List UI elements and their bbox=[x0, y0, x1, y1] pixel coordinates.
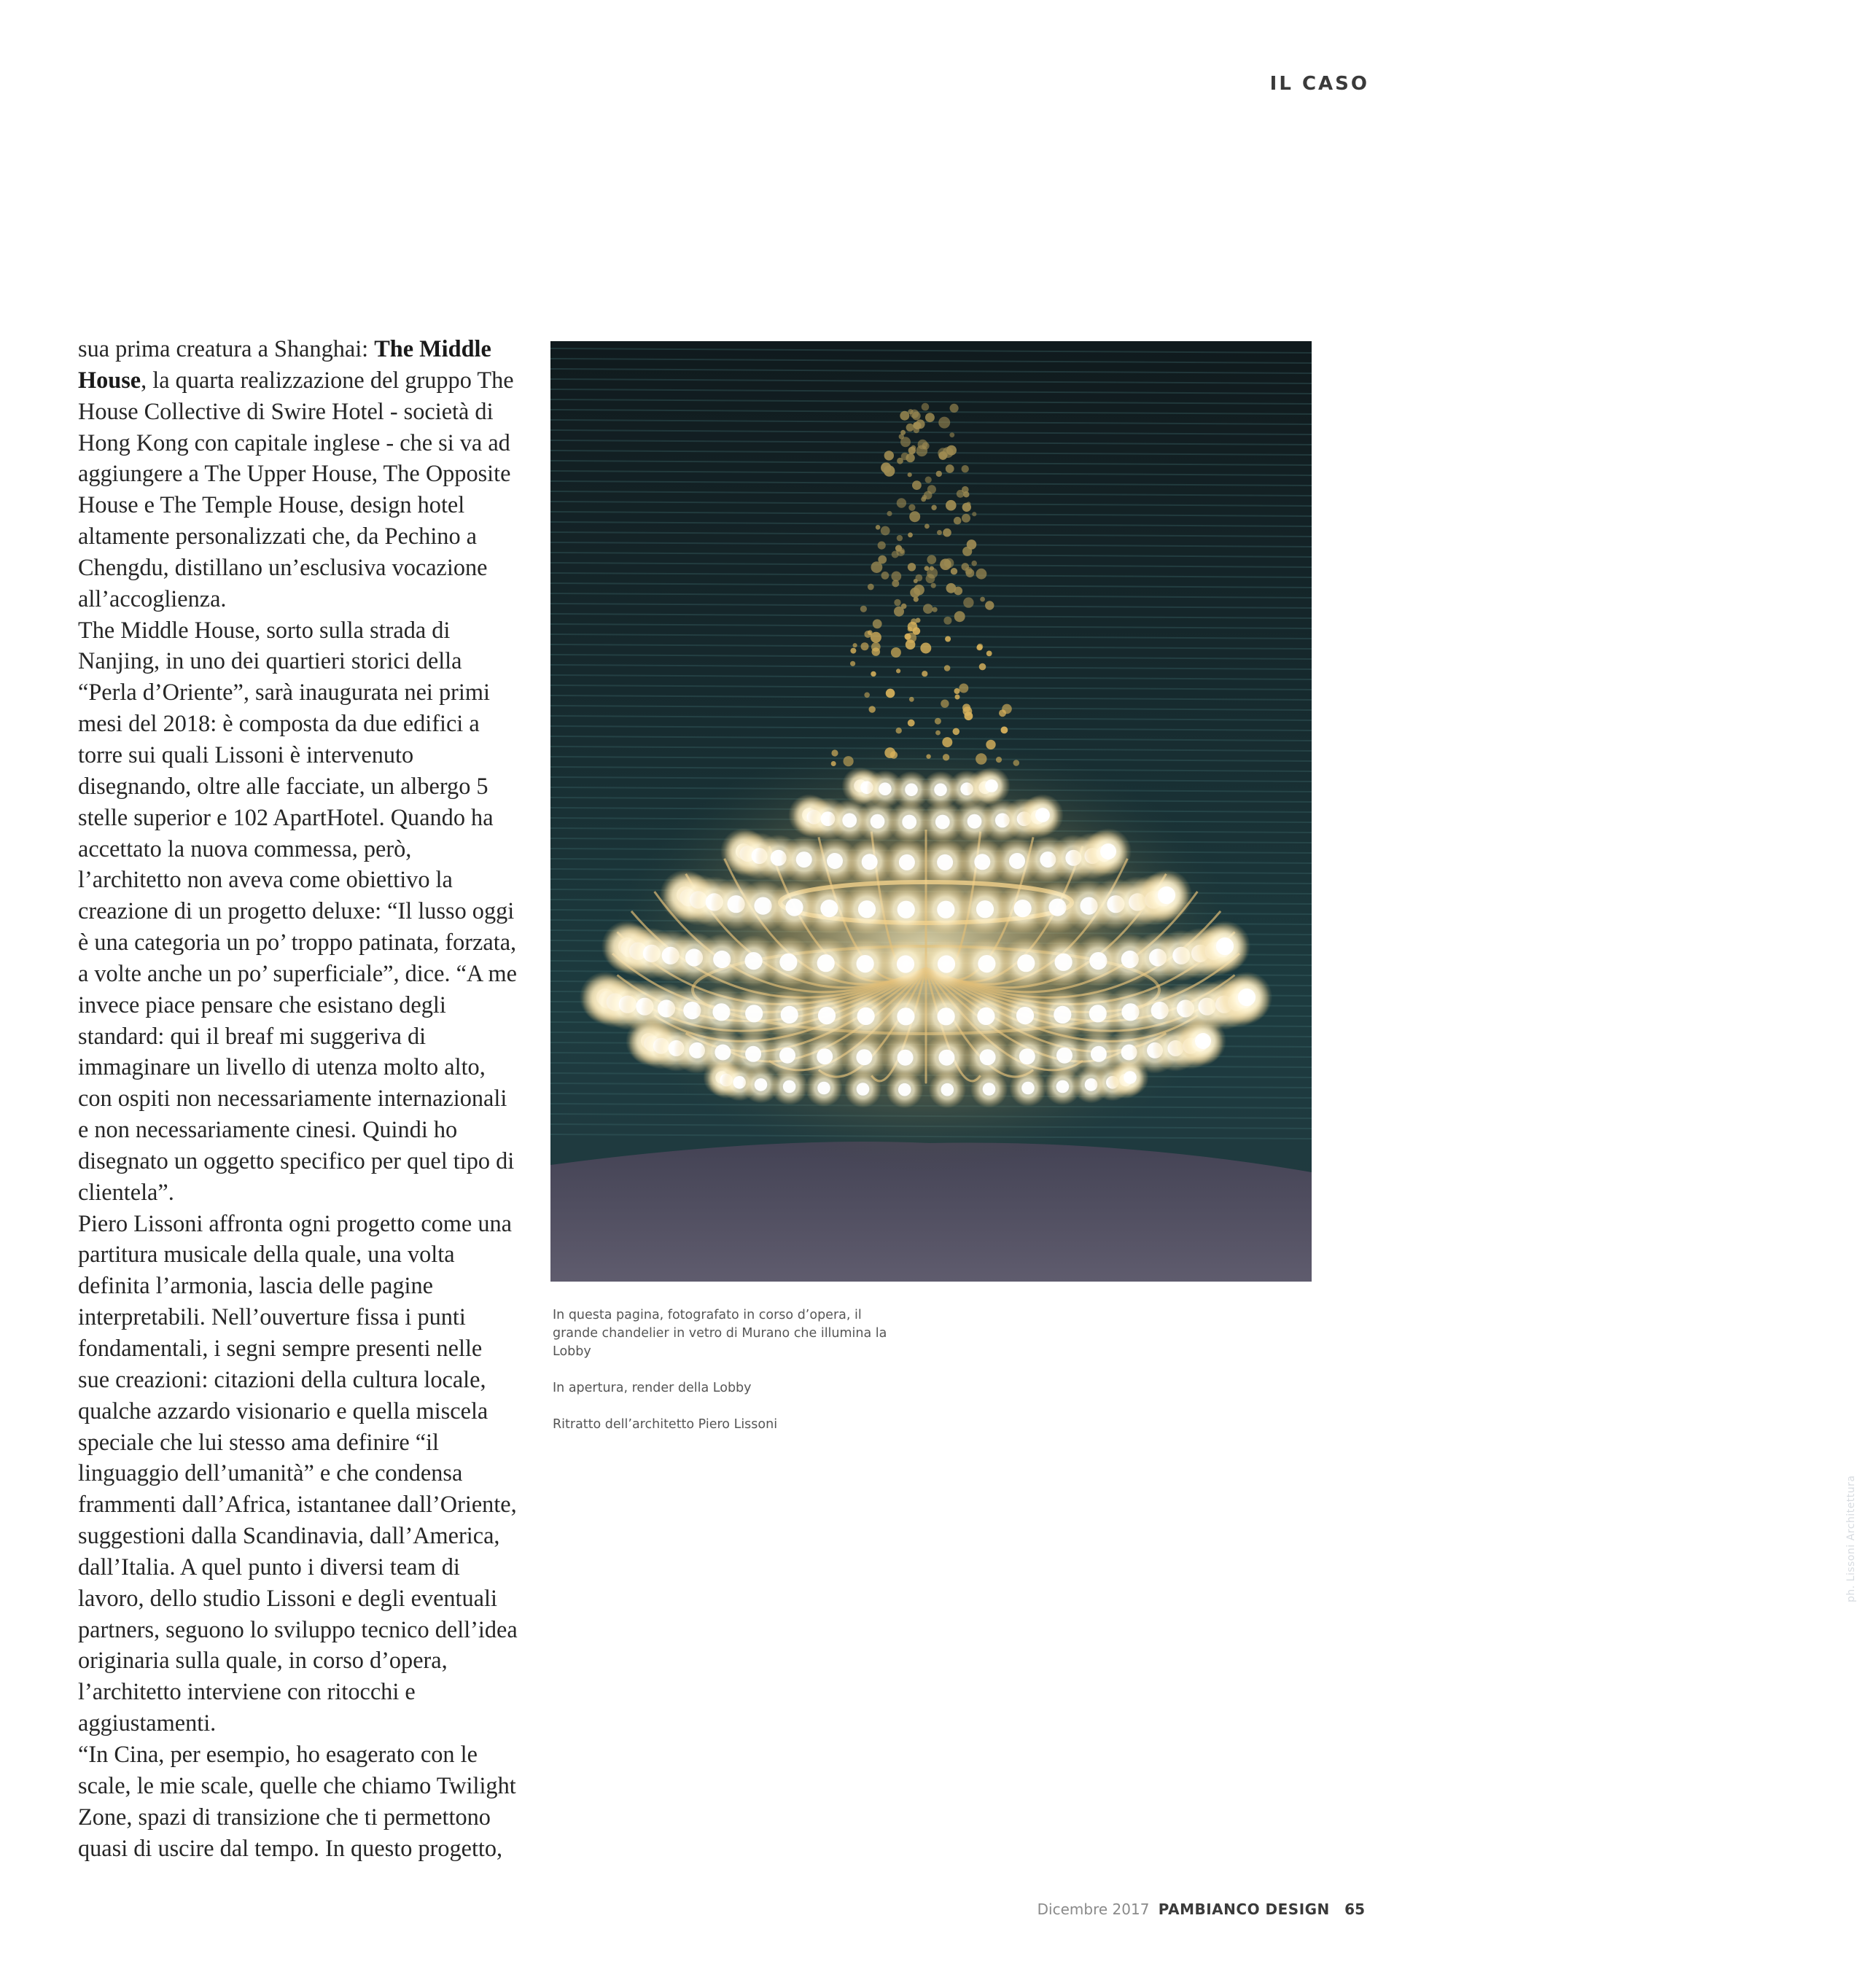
crystal-drop bbox=[900, 411, 909, 421]
crystal-drop bbox=[853, 643, 857, 647]
crystal-drop bbox=[878, 556, 887, 564]
crystal-drop bbox=[906, 453, 914, 462]
bulb bbox=[897, 1007, 914, 1025]
bulb bbox=[968, 814, 982, 829]
page-number: 65 bbox=[1344, 1901, 1365, 1918]
bulb bbox=[856, 1049, 872, 1065]
bulb bbox=[1238, 989, 1255, 1006]
crystal-drop bbox=[831, 749, 838, 756]
crystal-drop bbox=[965, 567, 972, 574]
crystal-drop bbox=[980, 597, 985, 602]
bulb bbox=[899, 854, 915, 870]
bulb bbox=[938, 1050, 954, 1066]
crystal-drop bbox=[996, 757, 1002, 763]
crystal-drop bbox=[944, 558, 954, 569]
bulb bbox=[897, 955, 914, 972]
hotel-name-bold: The Middle House bbox=[78, 335, 491, 393]
bulb bbox=[857, 1083, 870, 1096]
crystal-drop bbox=[946, 500, 957, 511]
bulb bbox=[898, 1050, 914, 1066]
crystal-drop bbox=[884, 451, 894, 460]
crystal-drop bbox=[943, 617, 951, 625]
crystal-drop bbox=[896, 668, 900, 673]
crystal-drop bbox=[1001, 727, 1008, 734]
crystal-drop bbox=[894, 599, 900, 606]
crystal-drop bbox=[906, 633, 916, 643]
bulb bbox=[935, 815, 950, 830]
crystal-drop bbox=[920, 643, 931, 654]
magazine-name: PAMBIANCO DESIGN bbox=[1158, 1901, 1330, 1918]
crystal-drop bbox=[908, 627, 913, 632]
crystal-drop bbox=[916, 618, 921, 623]
crystal-drop bbox=[861, 642, 869, 650]
crystal-drop bbox=[918, 440, 928, 450]
crystal-drop bbox=[897, 535, 903, 541]
crystal-drop bbox=[946, 464, 954, 473]
bulb bbox=[779, 954, 797, 971]
bulb bbox=[1017, 954, 1035, 972]
crystal-drop bbox=[909, 697, 914, 702]
bulb bbox=[842, 813, 857, 827]
crystal-drop bbox=[869, 706, 876, 712]
crystal-drop bbox=[873, 619, 882, 628]
crystal-drop bbox=[986, 740, 995, 749]
crystal-drop bbox=[891, 647, 901, 658]
crystal-drop bbox=[971, 561, 977, 566]
crystal-drop bbox=[864, 693, 870, 698]
crystal-drop bbox=[881, 462, 891, 472]
crystal-drop bbox=[962, 514, 970, 523]
bulb bbox=[857, 955, 874, 972]
crystal-drop bbox=[923, 604, 933, 614]
article-text: sua prima creatura a Shanghai: bbox=[78, 335, 375, 362]
crystal-drop bbox=[950, 404, 959, 413]
crystal-drop bbox=[886, 689, 895, 698]
crystal-drop bbox=[881, 526, 890, 536]
bulb bbox=[937, 854, 953, 870]
bulb bbox=[1091, 1046, 1107, 1062]
crystal-drop bbox=[860, 606, 867, 612]
bulb bbox=[827, 853, 843, 869]
crystal-drop bbox=[935, 718, 941, 725]
bulb bbox=[977, 1007, 994, 1025]
bulb bbox=[817, 1082, 830, 1095]
bulb bbox=[1158, 886, 1175, 904]
bulb bbox=[745, 952, 763, 970]
crystal-drop bbox=[868, 584, 874, 590]
crystal-drop bbox=[922, 671, 927, 677]
bulb bbox=[783, 1080, 796, 1094]
bulb bbox=[1054, 1006, 1071, 1024]
bulb bbox=[1019, 1048, 1035, 1064]
crystal-drop bbox=[962, 547, 972, 556]
crystal-drop bbox=[954, 517, 962, 525]
crystal-drop bbox=[962, 465, 969, 472]
bulb bbox=[978, 955, 995, 972]
crystal-drop bbox=[908, 720, 915, 727]
bulb bbox=[938, 1007, 955, 1025]
crystal-drop bbox=[891, 572, 901, 582]
crystal-drop bbox=[946, 445, 957, 456]
bulb bbox=[745, 1005, 763, 1022]
crystal-drop bbox=[937, 530, 942, 535]
bulb bbox=[818, 1007, 836, 1024]
bulb bbox=[1055, 954, 1072, 971]
bulb bbox=[858, 900, 876, 918]
caption-text: In apertura, render della Lobby bbox=[553, 1381, 752, 1395]
bulb bbox=[715, 1045, 731, 1061]
bulb bbox=[1216, 938, 1234, 955]
crystal-drop bbox=[922, 403, 930, 411]
crystal-drop bbox=[936, 471, 942, 477]
bulb bbox=[898, 1083, 911, 1096]
crystal-drop bbox=[908, 563, 916, 571]
bulb bbox=[1100, 843, 1116, 859]
article-body bbox=[78, 333, 518, 1863]
crystal-drop bbox=[977, 644, 983, 650]
crystal-drop bbox=[938, 451, 947, 460]
crystal-drop bbox=[831, 761, 836, 766]
crystal-drop bbox=[906, 424, 914, 432]
crystal-drop bbox=[931, 505, 936, 510]
crystal-drop bbox=[943, 529, 951, 537]
bulb bbox=[938, 955, 955, 972]
crystal-drop bbox=[959, 684, 968, 693]
bulb bbox=[934, 784, 947, 797]
bulb bbox=[1016, 1007, 1034, 1024]
bulb bbox=[1124, 1071, 1137, 1084]
bulb bbox=[985, 779, 998, 792]
caption-text: Ritratto dell’architetto Piero Lissoni bbox=[553, 1417, 778, 1432]
bulb bbox=[1014, 900, 1032, 917]
crystal-drop bbox=[926, 755, 930, 759]
crystal-drop bbox=[881, 572, 889, 580]
captions bbox=[553, 1306, 895, 1452]
bulb bbox=[1021, 1082, 1035, 1095]
crystal-drop bbox=[876, 525, 881, 530]
crystal-drop bbox=[979, 663, 986, 671]
bulb bbox=[1056, 1080, 1070, 1094]
crystal-drop bbox=[925, 413, 935, 422]
crystal-drop bbox=[1013, 760, 1020, 766]
crystal-drop bbox=[941, 700, 949, 708]
crystal-drop bbox=[900, 430, 906, 435]
crystal-drop bbox=[953, 728, 960, 736]
crystal-drop bbox=[908, 472, 912, 477]
bulb bbox=[871, 814, 885, 829]
crystal-drop bbox=[954, 611, 965, 622]
crystal-drop bbox=[925, 477, 932, 483]
crystal-drop bbox=[910, 588, 920, 598]
crystal-drop bbox=[985, 601, 994, 609]
bulb bbox=[1056, 1048, 1072, 1064]
crystal-drop bbox=[933, 607, 938, 612]
crystal-drop bbox=[976, 569, 987, 580]
bulb bbox=[905, 784, 918, 797]
article-text: , la quarta realizzazione del gruppo The House Collective di Swire Hotel - società di Hong Kong con capitale inglese - che si va ad aggiungere a The Upper House, The Opposite House e The Temple House, design hotel altamente personalizzati che, da Pechino a Chengdu, distillano un’esclusiva vocazione all’accoglienza. bbox=[78, 366, 514, 612]
bulb bbox=[1195, 1033, 1211, 1049]
crystal-drop bbox=[908, 447, 916, 454]
bulb bbox=[983, 1083, 996, 1096]
crystal-drop bbox=[884, 747, 895, 758]
issue-date: Dicembre 2017 bbox=[1037, 1901, 1150, 1918]
crystal-drop bbox=[878, 542, 886, 550]
crystal-drop bbox=[962, 486, 969, 494]
crystal-drop bbox=[850, 661, 855, 666]
bulb bbox=[902, 815, 916, 830]
crystal-drop bbox=[912, 480, 922, 490]
section-tag: IL CASO bbox=[1269, 73, 1369, 95]
photo-credit: ph. Lissoni Architettura bbox=[1845, 1475, 1857, 1602]
crystal-drop bbox=[908, 504, 915, 511]
article-paragraph: Piero Lissoni affronta ogni progetto come una partitura musicale della quale, una volta definita l’armonia, lascia delle pagine interpretabili. Nell’ouverture fissa i punti fondamentali, i segni sempre presenti nelle sue creazioni: citazioni della cultura locale, qualche azzardo visionario e quella miscela speciale che lui stesso ama definire “il linguaggio dell’umanità” e che condensa frammenti dall’Africa, istantanee dall’Oriente, suggestioni dalla Scandinavia, dall’America, dall’Italia. A quel punto i diversi team di lavoro, dello studio Lissoni e degli eventuali partners, seguono lo sviluppo tecnico dell’idea originaria sulla quale, in corso d’opera, l’architetto interviene con ritocchi e aggiustamenti. bbox=[78, 1209, 518, 1736]
crystal-drop bbox=[871, 632, 881, 643]
crystal-drop bbox=[999, 709, 1006, 717]
bulb bbox=[976, 900, 994, 918]
crystal-drop bbox=[954, 688, 960, 694]
crystal-drop bbox=[954, 587, 962, 596]
bulb bbox=[937, 901, 954, 919]
bulb bbox=[755, 1078, 768, 1091]
crystal-drop bbox=[949, 432, 954, 437]
crystal-drop bbox=[972, 512, 976, 516]
crystal-drop bbox=[897, 458, 903, 464]
crystal-drop bbox=[927, 555, 936, 564]
crystal-drop bbox=[951, 568, 957, 574]
crystal-drop bbox=[945, 636, 951, 642]
crystal-drop bbox=[915, 574, 922, 582]
crystal-drop bbox=[909, 511, 920, 522]
crystal-drop bbox=[963, 597, 973, 607]
crystal-drop bbox=[930, 566, 934, 571]
bulb bbox=[879, 782, 892, 795]
bulb bbox=[857, 1007, 875, 1025]
crystal-drop bbox=[963, 706, 973, 716]
crystal-drop bbox=[896, 547, 905, 556]
crystal-drop bbox=[944, 665, 951, 671]
bulb bbox=[712, 1003, 730, 1021]
bulb bbox=[745, 1046, 761, 1062]
bulb bbox=[1089, 1005, 1107, 1022]
crystal-drop bbox=[943, 754, 949, 760]
crystal-drop bbox=[912, 412, 921, 421]
crystal-drop bbox=[955, 695, 960, 700]
crystal-drop bbox=[850, 648, 856, 654]
bulb bbox=[941, 1083, 954, 1096]
crystal-drop bbox=[986, 651, 992, 657]
bulb bbox=[1035, 808, 1050, 822]
crystal-drop bbox=[931, 583, 936, 588]
bulb bbox=[779, 1048, 795, 1064]
bulb bbox=[817, 1048, 833, 1064]
crystal-drop bbox=[935, 730, 941, 736]
caption-text: In questa pagina, fotografato in corso d’opera, il grande chandelier in vetro di Murano che illumina la Lobby bbox=[553, 1308, 887, 1359]
crystal-drop bbox=[897, 498, 906, 507]
crystal-drop bbox=[908, 409, 913, 414]
article-paragraph bbox=[78, 333, 518, 615]
bulb bbox=[820, 900, 838, 917]
crystal-drop bbox=[908, 532, 913, 537]
chandelier-illustration bbox=[550, 341, 1312, 1282]
crystal-drop bbox=[938, 417, 950, 429]
bulb bbox=[862, 854, 878, 870]
crystal-drop bbox=[871, 671, 876, 677]
crystal-drop bbox=[844, 756, 854, 766]
crystal-drop bbox=[887, 511, 892, 516]
bulb bbox=[817, 954, 835, 972]
crystal-drop bbox=[927, 485, 936, 494]
bulb bbox=[781, 1006, 798, 1024]
bulb bbox=[1009, 853, 1025, 869]
crystal-drop bbox=[894, 607, 904, 617]
crystal-drop bbox=[896, 728, 902, 733]
page-footer bbox=[1037, 1901, 1365, 1918]
bulb bbox=[796, 851, 812, 868]
crystal-drop bbox=[871, 642, 881, 652]
crystal-drop bbox=[922, 495, 927, 500]
article-paragraph: “In Cina, per esempio, ho esagerato con le scale, le mie scale, quelle che chiamo Twilight Zone, spazi di transizione che ti permettono quasi di uscire dal tempo. In questo progetto, bbox=[78, 1740, 516, 1861]
article-paragraph: The Middle House, sorto sulla strada di Nanjing, in uno dei quartieri storici della “Perla d’Oriente”, sarà inaugurata nei primi mesi del 2018: è composta da due edifici a torre sui quali Lissoni è intervenuto disegnando, oltre alle facciate, un albergo 5 stelle superior e 102 ApartHotel. Quando ha accettato la nuova commessa, però, l’architetto non aveva come obiettivo la creazione di un progetto deluxe: “Il lusso oggi è una categoria un po’ troppo patinata, forzata, a volte anche un po’ superficiale”, dice. “A me invece piace pensare che esistano degli standard: qui il breaf mi suggeriva di immaginare un livello di utenza molto alto, con ospiti non necessariamente internazionali e non necessariamente cinesi. Quindi ho disegnato un oggetto specifico per quel tipo di clientela”. bbox=[78, 616, 518, 1205]
bulb bbox=[898, 901, 915, 919]
crystal-drop bbox=[976, 753, 986, 764]
crystal-drop bbox=[962, 503, 971, 512]
bulb bbox=[785, 899, 803, 916]
crystal-drop bbox=[924, 524, 930, 529]
bulb bbox=[974, 854, 990, 870]
crystal-drop bbox=[942, 737, 952, 747]
crystal-drop bbox=[900, 437, 911, 447]
bulb bbox=[980, 1049, 996, 1065]
crystal-drop bbox=[926, 574, 935, 583]
